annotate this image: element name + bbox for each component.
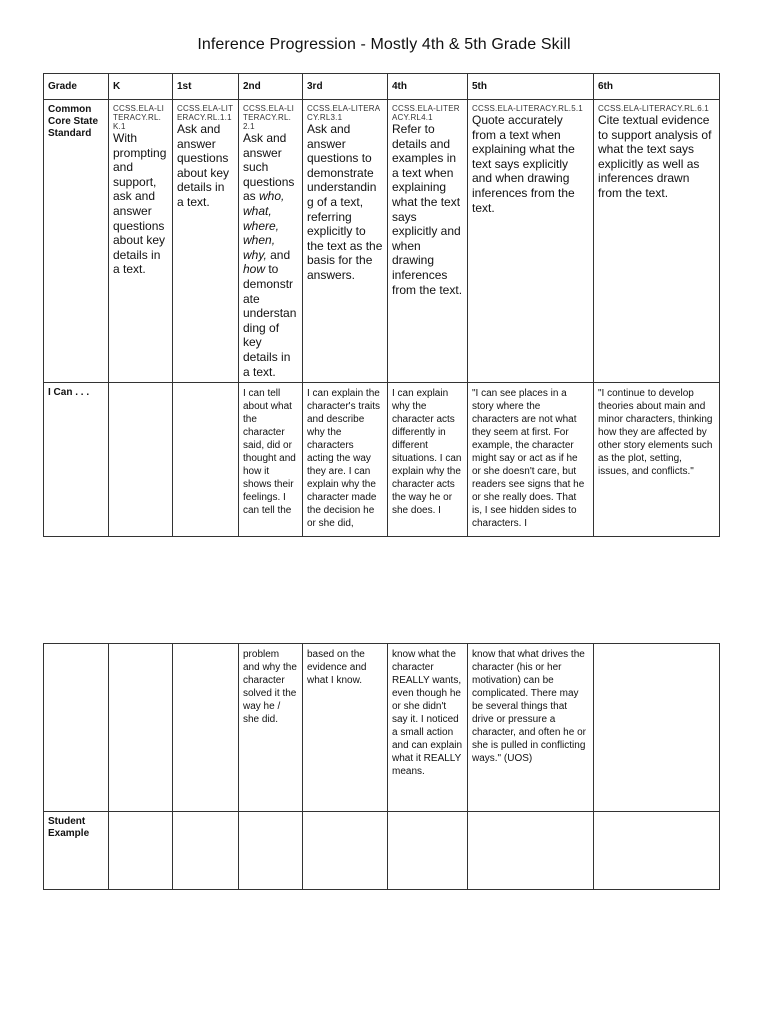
standard-text-part: Ask and answer such questions as (243, 131, 295, 204)
standard-code: CCSS.ELA-LITERACY.RL3.1 (307, 104, 381, 122)
student-cell-2nd (239, 812, 303, 890)
standard-text-part: to demonstrate understanding of key details in a text. (243, 262, 297, 379)
standard-text: Quote accurately from a text when explaining what the text says explicitly and when drawing inferences from the text. (472, 113, 575, 215)
continued-cell-6th (594, 644, 720, 812)
standard-code: CCSS.ELA-LITERACY.RL.6.1 (598, 104, 709, 113)
standard-text: Cite textual evidence to support analysis of what the text says explicitly as well as inferences drawn from the text. (598, 113, 712, 200)
student-cell-4th (388, 812, 468, 890)
ican-cell-4th: I can explain why the character acts differently in different situations. I can explain why the character acts the way he or she does. I (388, 383, 468, 537)
continued-cell-1st (173, 644, 239, 812)
standard-text (243, 131, 298, 379)
ccss-cell-k (109, 100, 173, 383)
ccss-cell-5th (468, 100, 594, 383)
continued-cell-label (44, 644, 109, 812)
ccss-row (44, 100, 720, 383)
continued-cell-4th: know what the character REALLY wants, even though he or she didn't say it. I noticed a small action and can explain what it REALLY means. (388, 644, 468, 812)
header-cell-5th: 5th (468, 74, 594, 100)
standard-text-italic: who, what, where, when, why, (243, 189, 285, 262)
ican-row-label: I Can . . . (44, 383, 109, 537)
ican-cell-3rd: I can explain the character's traits and describe why the characters acting the way they are. I can explain why the character made the decision he or she did, (303, 383, 388, 537)
ican-cell-2nd: I can tell about what the character said, did or thought and how it shows their feelings. I can tell the (239, 383, 303, 537)
header-cell-k: K (109, 74, 173, 100)
progression-table-part-2 (43, 643, 720, 890)
ccss-cell-3rd (303, 100, 388, 383)
header-cell-grade: Grade (44, 74, 109, 100)
header-cell-6th: 6th (594, 74, 720, 100)
ican-continued-row (44, 644, 720, 812)
header-cell-4th: 4th (388, 74, 468, 100)
standard-text: Ask and answer questions to demonstrate understanding of a text, referring explicitly to the text as the basis for the answers. (307, 122, 383, 282)
standard-code: CCSS.ELA-LITERACY.RL.K.1 (113, 104, 165, 131)
header-row (44, 74, 720, 100)
student-cell-5th (468, 812, 594, 890)
header-cell-1st: 1st (173, 74, 239, 100)
ccss-row-label: Common Core State Standard (44, 100, 109, 383)
ican-cell-k (109, 383, 173, 537)
standard-code: CCSS.ELA-LITERACY.RL.1.1 (177, 104, 234, 122)
continued-cell-k (109, 644, 173, 812)
student-cell-6th (594, 812, 720, 890)
ccss-cell-2nd (239, 100, 303, 383)
standard-code: CCSS.ELA-LITERACY.RL.2.1 (243, 104, 295, 131)
ccss-cell-1st (173, 100, 239, 383)
ccss-cell-4th (388, 100, 468, 383)
standard-code: CCSS.ELA-LITERACY.RL.5.1 (472, 104, 583, 113)
student-cell-k (109, 812, 173, 890)
continued-cell-3rd: based on the evidence and what I know. (303, 644, 388, 812)
student-cell-1st (173, 812, 239, 890)
student-example-label: Student Example (44, 812, 109, 890)
student-cell-3rd (303, 812, 388, 890)
header-cell-2nd: 2nd (239, 74, 303, 100)
ican-row (44, 383, 720, 537)
standard-text: Refer to details and examples in a text when explaining what the text says explicitly and when drawing inferences from the text. (392, 122, 463, 297)
ican-cell-5th: "I can see places in a story where the characters are not what they seem at first. For example, the character might say or act as if he or she doesn't care, but readers see signs that he or she really does. That is, I see hidden sides to characters. I (468, 383, 594, 537)
student-example-row (44, 812, 720, 890)
page-title: Inference Progression - Mostly 4th & 5th Grade Skill (197, 36, 571, 53)
standard-code: CCSS.ELA-LITERACY.RL4.1 (392, 104, 460, 122)
progression-table-part-1 (43, 73, 720, 537)
continued-cell-5th: know that what drives the character (his or her motivation) can be complicated. There may be several things that drive or pressure a character, and often he or she is pulled in conflicting ways." (UOS) (468, 644, 594, 812)
standard-text: Ask and answer questions about key details in a text. (177, 122, 230, 209)
ccss-cell-6th (594, 100, 720, 383)
ican-cell-1st (173, 383, 239, 537)
standard-text-italic: how (243, 262, 266, 277)
standard-text: With prompting and support, ask and answer questions about key details in a text. (113, 131, 167, 277)
standard-text-part: and (266, 247, 291, 262)
ican-cell-6th: "I continue to develop theories about main and minor characters, thinking how they are affected by other story elements such as the plot, setting, issues, and conflicts." (594, 383, 720, 537)
header-cell-3rd: 3rd (303, 74, 388, 100)
continued-cell-2nd: problem and why the character solved it the way he / she did. (239, 644, 303, 812)
